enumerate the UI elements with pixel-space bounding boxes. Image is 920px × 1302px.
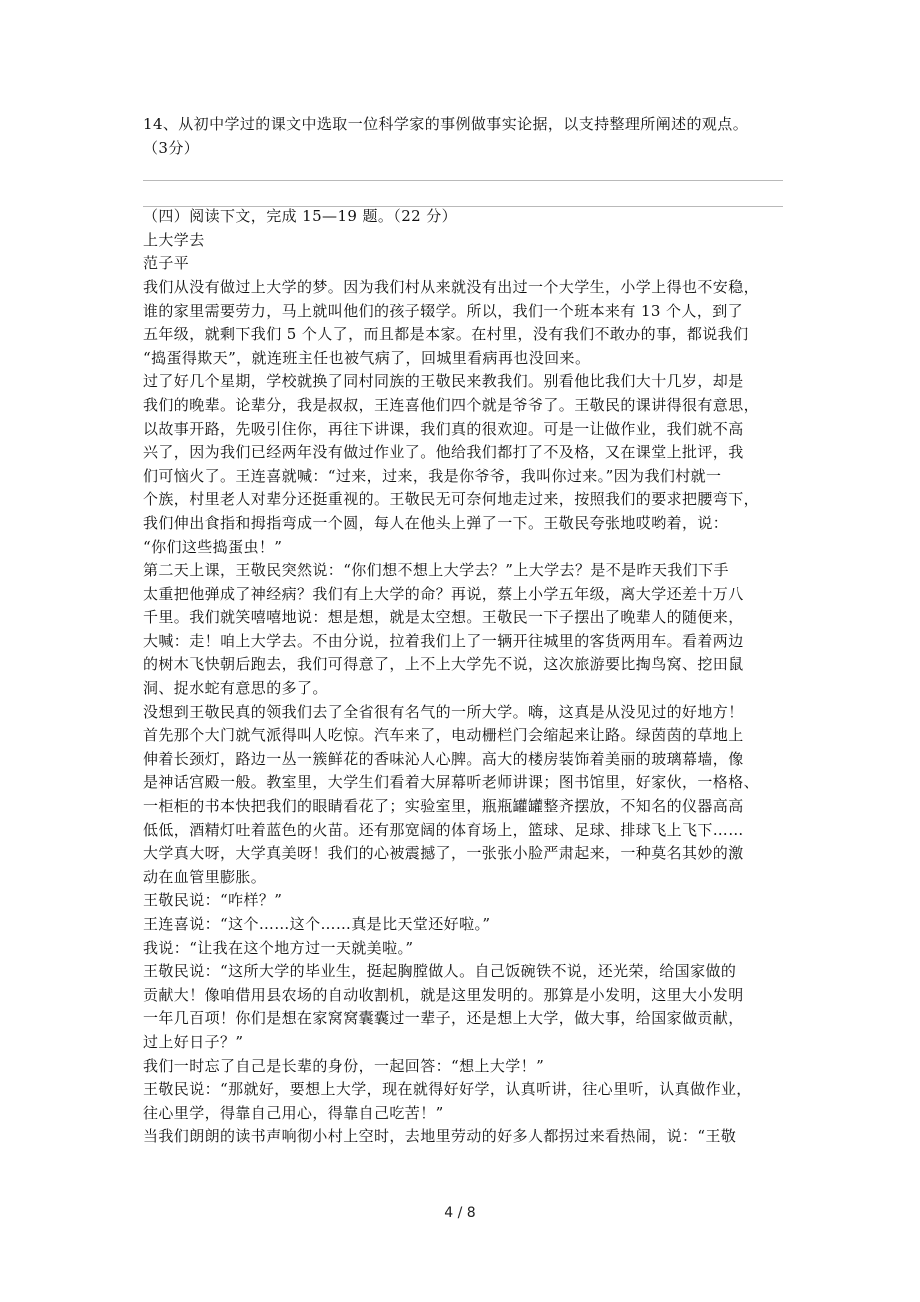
article-line: 首先那个大门就气派得叫人吃惊。汽车来了，电动栅栏门会缩起来让路。绿茵茵的草地上 (143, 726, 744, 745)
article-line: 大喊：走！咱上大学去。不由分说，拉着我们上了一辆开往城里的客货两用车。看着两边 (143, 631, 744, 650)
article-line: 一年几百项！你们是想在家窝窝囊囊过一辈子，还是想上大学，做大事，给国家做贡献， (143, 1009, 744, 1028)
article-line: 我们伸出食指和拇指弯成一个圆，每人在他头上弹了一下。王敬民夸张地哎哟着，说： (143, 513, 729, 532)
article-line: 第二天上课，王敬民突然说：“你们想不想上大学去？”上大学去？是不是昨天我们下手 (143, 561, 729, 580)
question-14-score: （3分） (143, 138, 200, 157)
article-line: 伸着长颈灯，路边一丛一簇鲜花的香味沁人心脾。高大的楼房装饰着美丽的玻璃幕墙，像 (143, 749, 744, 768)
article-author: 范子平 (143, 254, 190, 273)
article-line: “捣蛋得欺天”，就连班主任也被气病了，回城里看病再也没回来。 (143, 348, 591, 367)
article-line: 是神话宫殿一般。教室里，大学生们看着大屏幕听老师讲课；图书馆里，好家伙，一格格、 (143, 773, 760, 792)
article-title: 上大学去 (143, 230, 205, 249)
question-14-text: 14、从初中学过的课文中选取一位科学家的事例做事实论据，以支持整理所阐述的观点。 (143, 115, 749, 133)
article-line: 往心里学，得靠自己用心，得靠自己吃苦！” (143, 1103, 444, 1122)
article-line: 一柜柜的书本快把我们的眼睛看花了；实验室里，瓶瓶罐罐整齐摆放，不知名的仪器高高 (143, 797, 744, 816)
article-line: “你们这些捣蛋虫！” (143, 537, 283, 556)
article-line: 王敬民说：“咋样？” (143, 891, 283, 910)
article-line: 太重把他弹成了神经病？我们有上大学的命？再说，蔡上小学五年级，离大学还差十万八 (143, 584, 744, 603)
article-body (143, 276, 783, 1149)
article-line: 过上好日子？” (143, 1032, 244, 1051)
article-line: 王连喜说：“这个……这个……真是比天堂还好啦。” (143, 915, 491, 933)
article-line: 王敬民说：“那就好，要想上大学，现在就得好好学，认真听讲，往心里听，认真做作业， (143, 1080, 752, 1099)
article-line: 过了好几个星期，学校就换了同村同族的王敬民来教我们。别看他比我们大十几岁，却是 (143, 372, 744, 391)
article-line: 兴了，因为我们已经两年没有做过作业了。他给我们都打了不及格，又在课堂上批评，我 (143, 443, 744, 462)
page-number: 4 / 8 (444, 1205, 476, 1221)
section-header: （四）阅读下文，完成 15—19 题。（22 分） (143, 207, 458, 226)
article-line: 我们一时忘了自己是长辈的身份，一起回答：“想上大学！” (143, 1056, 545, 1075)
article-line: 五年级，就剩下我们 5 个人了，而且都是本家。在村里，没有我们不敢办的事，都说我们 (143, 325, 749, 344)
page-content (143, 113, 783, 1149)
article-line: 个族，村里老人对辈分还挺重视的。王敬民无可奈何地走过来，按照我们的要求把腰弯下， (143, 490, 760, 509)
article-line: 的树木飞快朝后跑去，我们可得意了，上不上大学先不说，这次旅游要比掏鸟窝、挖田鼠 (143, 655, 744, 674)
article-line: 大学真大呀，大学真美呀！我们的心被震撼了，一张张小脸严肃起来，一种莫名其妙的激 (143, 844, 744, 863)
article-line: 我说：“让我在这个地方过一天就美啦。” (143, 938, 414, 957)
article-line: 贡献大！像咱借用县农场的自动收割机，就是这里发明的。那算是小发明，这里大小发明 (143, 985, 744, 1004)
article-line: 我们从没有做过上大学的梦。因为我们村从来就没有出过一个大学生，小学上得也不安稳， (143, 277, 760, 296)
article-line: 动在血管里膨胀。 (143, 867, 267, 886)
article-line: 千里。我们就笑嘻嘻地说：想是想，就是太空想。王敬民一下子摆出了晚辈人的随便来， (143, 608, 744, 627)
article-line: 洞、捉水蛇有意思的多了。 (143, 679, 328, 698)
article-line: 我们的晚辈。论辈分，我是叔叔，王连喜他们四个就是爷爷了。王敬民的课讲得很有意思， (143, 395, 760, 414)
article-line: 低低，酒精灯吐着蓝色的火苗。还有那宽阔的体育场上，篮球、足球、排球飞上飞下…… (143, 820, 744, 839)
article-line: 们可恼火了。王连喜就喊：“过来，过来，我是你爷爷，我叫你过来。”因为我们村就一 (143, 466, 722, 485)
article-line: 当我们朗朗的读书声响彻小村上空时，去地里劳动的好多人都拐过来看热闹，说：“王敬 (143, 1127, 737, 1146)
article-line: 没想到王敬民真的领我们去了全省很有名气的一所大学。嗨，这真是从没见过的好地方！ (143, 702, 744, 721)
article-line: 王敬民说：“这所大学的毕业生，挺起胸膛做人。自己饭碗铁不说，还光荣，给国家做的 (143, 962, 737, 981)
answer-line-1 (143, 180, 783, 181)
article-line: 以故事开路，先吸引住你，再往下讲课，我们真的很欢迎。可是一让做作业，我们就不高 (143, 419, 744, 438)
article-line: 谁的家里需要劳力，马上就叫他们的孩子辍学。所以，我们一个班本来有 13 个人，到了 (143, 301, 744, 320)
